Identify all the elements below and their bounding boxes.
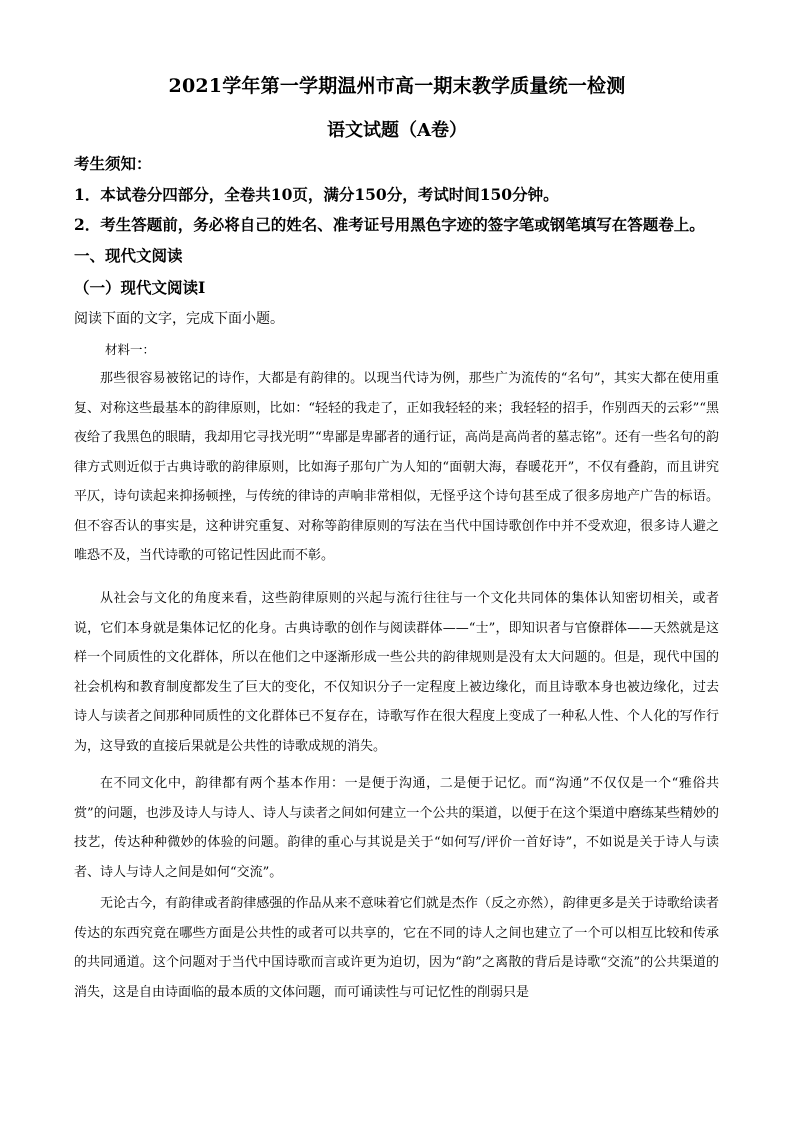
section-heading: 一、现代文阅读 (74, 246, 183, 265)
paragraph-1: 那些很容易被铭记的诗作，大都是有韵律的。以现当代诗为例，那些广为流传的“名句”，其实大都在使用重复、对称这些最基本的韵律原则，比如：“轻轻的我走了，正如我轻轻的来；我轻轻的招手，作别西天的云彩”“黑夜给了我黑色的眼睛，我却用它寻找光明”“卑鄙是卑鄙者的通行证，高尚是高尚者的墓志铭”。还有一些名句的韵律方式则近似于古典诗歌的韵律原则，比如海子那句广为人知的“面朝大海，春暖花开”，不仅有叠韵，而且讲究平仄，诗句读起来抑扬顿挫，与传统的律诗的声响非常相似，无怪乎这个诗句甚至成了很多房地产广告的标语。但不容否认的事实是，这种讲究重复、对称等韵律原则的写法在当代中国诗歌创作中并不受欢迎，很多诗人避之唯恐不及，当代诗歌的可铭记性因此而不彰。 (74, 371, 719, 563)
paragraph-4: 无论古今，有韵律或者韵律感强的作品从来不意味着它们就是杰作（反之亦然），韵律更多是关于诗歌给读者传达的东西究竟在哪些方面是公共性的或者可以共享的，它在不同的诗人之间也建立了一个可以相互比较和传承的共同通道。这个问题对于当代中国诗歌而言或许更为迫切，因为“韵”之离散的背后是诗歌“交流”的公共渠道的消失，这是自由诗面临的最本质的文体问题，而可诵读性与可记忆性的削弱只是 (74, 896, 719, 1000)
material-label: 材料一： (105, 342, 156, 357)
notice-heading: 考生须知： (74, 154, 152, 173)
reading-instruction: 阅读下面的文字，完成下面小题。 (74, 311, 284, 327)
exam-subtitle: 语文试题（A卷） (327, 120, 467, 141)
paragraph-3: 在不同文化中，韵律都有两个基本作用：一是便于沟通，二是便于记忆。而“沟通”不仅仅是一个“雅俗共赏”的问题，也涉及诗人与诗人、诗人与读者之间如何建立一个公共的渠道，以便于在这个渠道中磨练某些精妙的技艺，传达种种微妙的体验的问题。韵律的重心与其说是关于“如何写/评价一首好诗”，不如说是关于诗人与读者、诗人与诗人之间是如何“交流”。 (74, 776, 719, 880)
exam-title: 2021学年第一学期温州市高一期末教学质量统一检测 (168, 75, 626, 97)
notice-item-1: 1．本试卷分四部分，全卷共10页，满分150分，考试时间150分钟。 (74, 185, 559, 204)
notice-item-2: 2．考生答题前，务必将自己的姓名、准考证号用黑色字迹的签字笔或钢笔填写在答题卷上。 (74, 215, 705, 234)
section-subheading: （一）现代文阅读Ⅰ (74, 278, 206, 297)
paragraph-2: 从社会与文化的角度来看，这些韵律原则的兴起与流行往往与一个文化共同体的集体认知密切相关，或者说，它们本身就是集体记忆的化身。古典诗歌的创作与阅读群体——“士”，即知识者与官僚群体——天然就是这样一个同质性的文化群体，所以在他们之中逐渐形成一些公共的韵律规则是没有太大问题的。但是，现代中国的社会机构和教育制度都发生了巨大的变化，不仅知识分子一定程度上被边缘化，而且诗歌本身也被边缘化，过去诗人与读者之间那种同质性的文化群体已不复存在，诗歌写作在很大程度上变成了一种私人性、个人化的写作行为，这导致的直接后果就是公共性的诗歌成规的消失。 (74, 591, 719, 754)
